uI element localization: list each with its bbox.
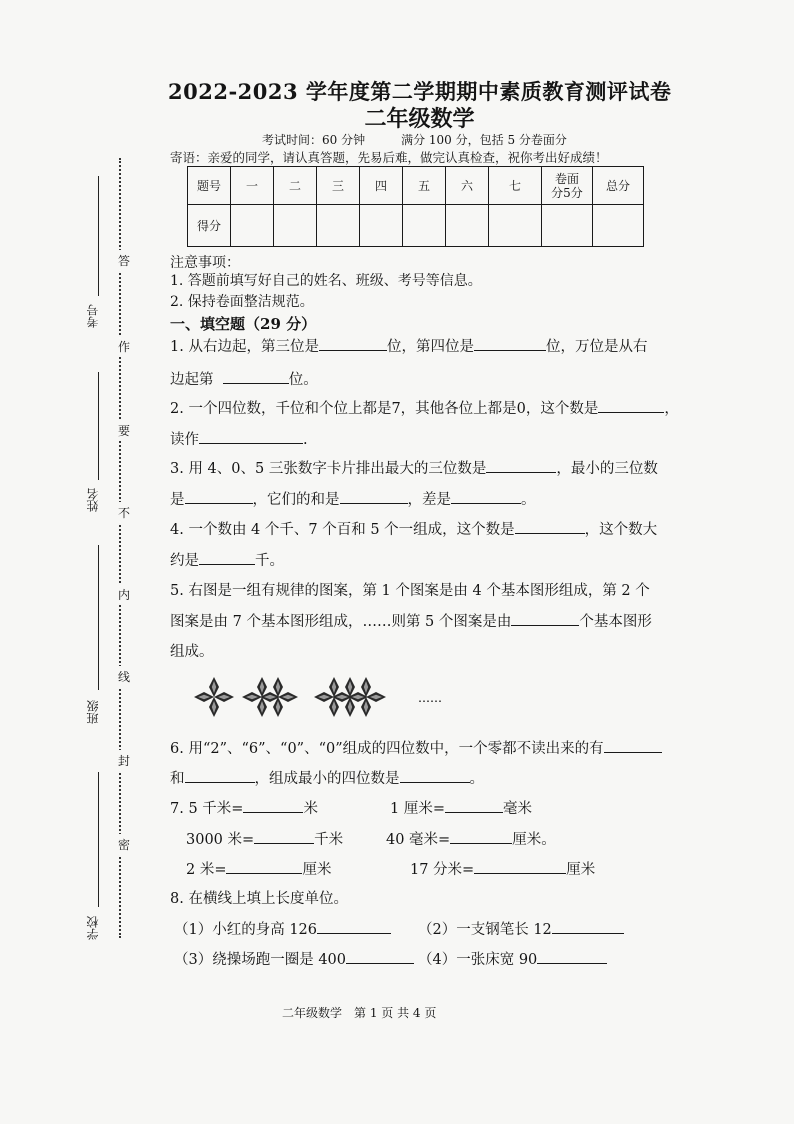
binding-char: 作	[118, 336, 130, 357]
score-cell[interactable]	[489, 205, 542, 247]
answer-blank[interactable]	[474, 859, 566, 874]
answer-blank[interactable]	[243, 798, 303, 813]
score-cell[interactable]	[274, 205, 317, 247]
question-8-row2	[174, 948, 414, 969]
q8-text: （3）绕操场跑一圈是 400	[174, 952, 347, 968]
score-cell[interactable]	[542, 205, 593, 247]
answer-blank[interactable]	[604, 738, 662, 753]
q3-text: 3. 用 4、0、5 三张数字卡片排出最大的三位数是	[170, 461, 487, 477]
q7-text: 40 毫米=	[386, 832, 451, 848]
answer-blank[interactable]	[445, 798, 503, 813]
q8-text: （1）小红的身高 126	[174, 922, 318, 938]
q7-text: 17 分米=	[410, 862, 475, 878]
class-line[interactable]	[98, 545, 99, 690]
question-5-line1: 5. 右图是一组有规律的图案，第 1 个图案是由 4 个基本图形组成，第 2 个	[170, 583, 650, 599]
score-header-cell: 总分	[593, 167, 644, 205]
q7-text: 厘米	[566, 862, 596, 878]
answer-blank[interactable]	[317, 919, 391, 934]
question-5-line2	[170, 610, 652, 631]
binding-char: 答	[118, 250, 130, 271]
score-header-cell	[542, 167, 593, 205]
score-cell[interactable]	[593, 205, 644, 247]
exam-time: 考试时间：60 分钟	[262, 133, 366, 147]
score-header-cell: 二	[274, 167, 317, 205]
q3-text: ，差是	[407, 492, 451, 508]
score-header-cell: 五	[403, 167, 446, 205]
answer-blank[interactable]	[223, 369, 289, 384]
answer-blank[interactable]	[552, 919, 624, 934]
question-3-line2	[170, 488, 536, 509]
q2-text: 2. 一个四位数，千位和个位上都是7，其他各位上都是0，这个数是	[170, 401, 599, 417]
q7-text: 3000 米=	[186, 832, 255, 848]
q3-text: 。	[521, 492, 536, 508]
question-4-line2	[170, 549, 284, 570]
exam-info	[262, 131, 567, 148]
q3-text: 是	[170, 492, 185, 508]
q7-text: 米	[303, 801, 318, 817]
page-footer: 二年级数学 第 1 页 共 4 页	[282, 1006, 437, 1020]
q3-text: ，它们的和是	[252, 492, 340, 508]
binding-char: 线	[118, 666, 130, 687]
question-8-row1-right	[418, 918, 624, 939]
score-header-cell: 一	[231, 167, 274, 205]
page-score-label: 卷面分5分	[551, 171, 583, 200]
q7-text: 毫米	[502, 801, 532, 817]
name-line[interactable]	[98, 372, 99, 480]
score-header-cell: 三	[317, 167, 360, 205]
answer-blank[interactable]	[340, 489, 408, 504]
answer-blank[interactable]	[537, 949, 607, 964]
q1-text: 边起第	[170, 372, 214, 388]
motto: 寄语：亲爱的同学，请认真答题，先易后难，做完认真检查，祝你考出好成绩！	[170, 150, 608, 165]
q7-text: 1 厘米=	[390, 801, 445, 817]
note-item: 1. 答题前填写好自己的姓名、班级、考号等信息。	[170, 273, 482, 289]
section-title: 一、填空题（29 分）	[170, 315, 317, 333]
school-line[interactable]	[98, 772, 99, 907]
score-header-cell: 七	[489, 167, 542, 205]
pattern-figure	[190, 672, 460, 722]
q7-text: 5 千米=	[188, 801, 244, 817]
answer-blank[interactable]	[598, 398, 664, 413]
q5-text: 个基本图形	[579, 614, 652, 630]
score-cell[interactable]	[317, 205, 360, 247]
binding-dotted-line	[119, 158, 121, 938]
q7-text: 厘米	[302, 862, 332, 878]
q5-text: 图案是由 7 个基本图形组成，……则第 5 个图案是由	[170, 614, 512, 630]
q3-text: ，最小的三位数	[556, 461, 658, 477]
answer-blank[interactable]	[346, 949, 414, 964]
question-2-line1	[170, 397, 679, 418]
binding-char: 封	[118, 750, 130, 771]
binding-char: 不	[118, 502, 130, 523]
question-8-row1	[174, 918, 391, 939]
exam-score: 满分 100 分，包括 5 分卷面分	[401, 133, 567, 147]
q4-text: 4. 一个数由 4 个千、7 个百和 5 个一组成，这个数是	[170, 522, 515, 538]
answer-blank[interactable]	[185, 768, 255, 783]
q6-text: ，组成最小的四位数是	[254, 771, 400, 787]
class-label: 班级	[86, 700, 100, 724]
q2-text: ，	[664, 401, 679, 417]
question-6-line2	[170, 767, 484, 788]
answer-blank[interactable]	[515, 519, 585, 534]
answer-blank[interactable]	[199, 429, 303, 444]
answer-blank[interactable]	[511, 611, 579, 626]
answer-blank[interactable]	[199, 550, 255, 565]
school-label: 学校	[86, 916, 100, 940]
answer-blank[interactable]	[486, 458, 556, 473]
binding-char: 内	[118, 584, 130, 605]
answer-blank[interactable]	[254, 829, 314, 844]
question-8-title: 8. 在横线上填上长度单位。	[170, 891, 348, 907]
binding-char: 要	[118, 420, 130, 441]
q6-text: 。	[469, 771, 484, 787]
name-label: 姓名	[86, 488, 100, 512]
question-5-line3: 组成。	[170, 644, 214, 660]
binding-char: 密	[118, 834, 130, 855]
question-7-row1	[170, 797, 318, 818]
answer-blank[interactable]	[450, 829, 512, 844]
pattern-3	[314, 677, 386, 717]
pattern-1	[194, 677, 234, 717]
score-header-cell: 四	[360, 167, 403, 205]
q4-text: ，这个数大	[584, 522, 658, 538]
exam-number-line[interactable]	[98, 176, 99, 296]
question-2-line2	[170, 428, 308, 449]
score-cell[interactable]	[231, 205, 274, 247]
exam-title: 2022-2023 学年度第二学期期中素质教育测评试卷	[168, 79, 672, 104]
question-7-row2-right	[386, 828, 556, 849]
score-table	[187, 166, 644, 247]
notes-heading: 注意事项：	[170, 255, 240, 271]
q8-text: （2）一支钢笔长 12	[418, 922, 552, 938]
q6-text: 6. 用“2”、“6”、“0”、“0”组成的四位数中，一个零都不读出来的有	[170, 741, 604, 757]
question-6-line1	[170, 737, 662, 758]
q2-text: .	[303, 432, 308, 448]
q4-text: 千。	[255, 553, 284, 569]
q2-text: 读作	[170, 432, 199, 448]
q1-text: 位，万位是从右	[545, 339, 648, 355]
q7-number: 7.	[170, 801, 184, 817]
score-header-cell: 题号	[188, 167, 231, 205]
question-7-row3	[186, 858, 331, 879]
question-7-row2	[186, 828, 343, 849]
score-header-cell: 六	[446, 167, 489, 205]
question-4-line1	[170, 518, 657, 539]
pattern-ellipsis: ……	[418, 691, 442, 705]
answer-blank[interactable]	[400, 768, 470, 783]
q1-text: 位，第四位是	[386, 339, 474, 355]
question-1-line2	[170, 368, 318, 389]
q7-text: 2 米=	[186, 862, 227, 878]
pattern-2	[242, 677, 298, 717]
q8-text: （4）一张床宽 90	[418, 952, 538, 968]
question-7-row1-right	[390, 797, 532, 818]
answer-blank[interactable]	[226, 859, 302, 874]
answer-blank[interactable]	[451, 489, 521, 504]
answer-blank[interactable]	[319, 336, 387, 351]
score-cell[interactable]	[360, 205, 403, 247]
exam-number-label: 考号	[86, 304, 100, 328]
q1-text: 位。	[288, 372, 318, 388]
q1-text: 1. 从右边起，第三位是	[170, 339, 319, 355]
score-cell[interactable]	[403, 205, 446, 247]
score-row-label: 得分	[188, 205, 231, 247]
answer-blank[interactable]	[474, 336, 546, 351]
question-8-row2-right	[418, 948, 607, 969]
q4-text: 约是	[170, 553, 199, 569]
question-3-line1	[170, 457, 658, 478]
exam-subtitle: 二年级数学	[364, 106, 475, 132]
score-cell[interactable]	[446, 205, 489, 247]
q7-text: 厘米。	[512, 832, 556, 848]
q7-text: 千米	[314, 832, 344, 848]
note-item: 2. 保持卷面整洁规范。	[170, 294, 314, 310]
notes-list	[170, 271, 482, 313]
question-1-line1	[170, 335, 647, 356]
answer-blank[interactable]	[185, 489, 253, 504]
question-7-row3-right	[410, 858, 595, 879]
q6-text: 和	[170, 771, 185, 787]
